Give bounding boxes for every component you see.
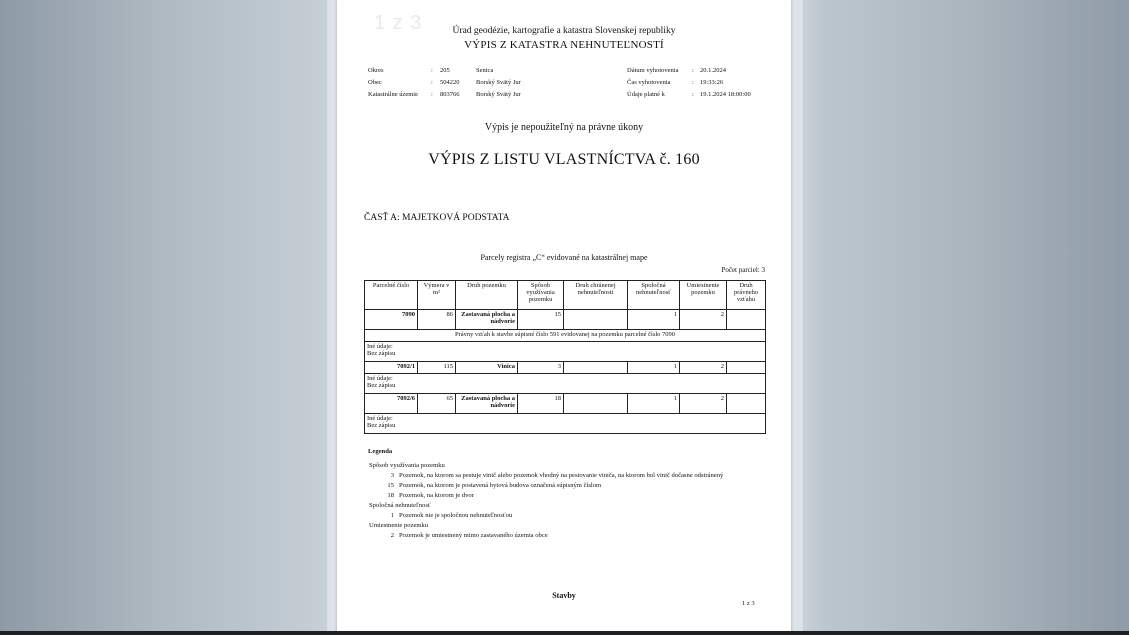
other-data-row — [365, 414, 766, 434]
legend-category: Spoločná nehnuteľnosť — [369, 502, 431, 509]
section-stavby-heading: Stavby — [552, 591, 576, 600]
meta-code: 205 — [440, 67, 450, 74]
cell-common: 1 — [628, 394, 680, 414]
legend-text: Pozemok, na ktorom je dvor — [399, 492, 474, 499]
legend-item — [386, 532, 766, 540]
meta-sep: : — [692, 67, 694, 74]
legend-item — [386, 472, 766, 480]
legend-text: Pozemok je umiestnený mimo zastavaného územia obce — [399, 532, 548, 539]
main-title: VÝPIS Z LISTU VLASTNÍCTVA č. 160 — [428, 151, 700, 168]
table-row — [365, 362, 766, 374]
col-header-location: Umiestnenie pozemku — [680, 281, 727, 310]
col-header-area: Výmera v m² — [418, 281, 456, 310]
meta-value: 19:33:26 — [700, 79, 724, 86]
col-header-use: Spôsob využívania pozemku — [518, 281, 564, 310]
meta-label: Obec — [368, 79, 382, 86]
meta-code: 504220 — [440, 79, 460, 86]
cell-use: 3 — [518, 362, 564, 374]
cell-relation — [727, 310, 766, 330]
meta-label: Dátum vyhotovenia — [627, 67, 679, 74]
table-header-row — [365, 281, 766, 310]
other-data-row — [365, 374, 766, 394]
col-header-relation: Druh právneho vzťahu — [727, 281, 766, 310]
legend — [368, 448, 766, 542]
cell-land-type: Zastavaná plocha a nádvorie — [456, 394, 518, 414]
cell-parcel: 7092/6 — [365, 394, 418, 414]
col-header-land-type: Druh pozemku — [456, 281, 518, 310]
other-data-label: Iné údaje: — [367, 375, 393, 382]
cell-relation — [727, 394, 766, 414]
cell-protected — [564, 394, 628, 414]
other-data-value: Bez zápisu — [367, 382, 396, 389]
page-number: 1 z 3 — [742, 600, 755, 607]
cell-parcel: 7092/1 — [365, 362, 418, 374]
parcel-table — [364, 280, 766, 434]
office-name: Úrad geodézie, kartografie a katastra Slovenskej republiky — [452, 26, 676, 36]
legend-code: 1 — [390, 512, 394, 519]
meta-label: Údaje platné k — [627, 91, 665, 98]
meta-label: Katastrálne územie — [368, 91, 418, 98]
meta-value: Senica — [476, 67, 494, 74]
cell-use: 15 — [518, 310, 564, 330]
legend-category: Umiestnenie pozemku — [369, 522, 429, 529]
legend-code: 3 — [390, 472, 394, 479]
meta-value: Borský Svätý Jur — [476, 91, 521, 98]
page-counter: 1 z 3 — [374, 12, 423, 34]
parcel-count: Počet parciel: 3 — [721, 266, 765, 274]
section-a-heading: ČASŤ A: MAJETKOVÁ PODSTATA — [364, 213, 510, 223]
cell-use: 18 — [518, 394, 564, 414]
parcels-heading: Parcely registra „C“ evidované na katastrálnej mape — [480, 253, 648, 262]
document-header-title: VÝPIS Z KATASTRA NEHNUTEĽNOSTÍ — [464, 39, 664, 51]
cell-protected — [564, 310, 628, 330]
cell-land-type: Vinica — [456, 362, 518, 374]
legend-code: 18 — [387, 492, 394, 499]
cell-location: 2 — [680, 310, 727, 330]
meta-sep: : — [431, 91, 433, 98]
cell-area: 65 — [418, 394, 456, 414]
meta-sep: : — [431, 67, 433, 74]
cell-location: 2 — [680, 362, 727, 374]
meta-value: Borský Svätý Jur — [476, 79, 521, 86]
cell-area: 115 — [418, 362, 456, 374]
legend-code: 15 — [387, 482, 394, 489]
other-data-row — [365, 342, 766, 362]
legend-item — [386, 512, 766, 520]
cell-area: 86 — [418, 310, 456, 330]
cell-land-type: Zastavaná plocha a nádvorie — [456, 310, 518, 330]
legend-item — [386, 482, 766, 490]
meta-sep: : — [431, 79, 433, 86]
col-header-protected: Druh chránenej nehnuteľnosti — [564, 281, 628, 310]
cell-relation — [727, 362, 766, 374]
meta-value: 19.1.2024 18:00:00 — [700, 91, 751, 98]
meta-sep: : — [692, 91, 694, 98]
other-data-label: Iné údaje: — [367, 415, 393, 422]
meta-label: Okres — [368, 67, 384, 74]
legend-item — [386, 492, 766, 500]
legend-code: 2 — [390, 532, 394, 539]
legend-text: Pozemok nie je spoločnou nehnuteľnosťou — [399, 512, 513, 519]
meta-code: 803766 — [440, 91, 460, 98]
other-data-value: Bez zápisu — [367, 350, 396, 357]
other-data-value: Bez zápisu — [367, 422, 396, 429]
legend-text: Pozemok, na ktorom sa pestuje vinič alebo pozemok vhodný na pestovanie viniča, na ktorom bol vinič dočasne odstránený — [399, 472, 724, 479]
taskbar-strip — [0, 631, 1129, 635]
cell-location: 2 — [680, 394, 727, 414]
legal-relation-row — [365, 330, 766, 342]
other-data-label: Iné údaje: — [367, 343, 393, 350]
cell-common: 1 — [628, 310, 680, 330]
meta-sep: : — [692, 79, 694, 86]
legal-notice: Výpis je nepoužiteľný na právne úkony — [484, 122, 644, 133]
table-row — [365, 310, 766, 330]
cell-protected — [564, 362, 628, 374]
cell-common: 1 — [628, 362, 680, 374]
col-header-common: Spoločná nehnuteľnosť — [628, 281, 680, 310]
legal-relation-note: Právny vzťah k stavbe súpisné číslo 591 evidovanej na pozemku parcelné číslo 7090 — [365, 330, 766, 342]
table-row — [365, 394, 766, 414]
cell-parcel: 7090 — [365, 310, 418, 330]
meta-label: Čas vyhotovenia — [627, 79, 671, 86]
legend-title: Legenda — [368, 448, 393, 455]
legend-text: Pozemok, na ktorom je postavená bytová budova označená súpisným číslom — [399, 482, 602, 489]
col-header-parcel: Parcelné číslo — [365, 281, 418, 310]
meta-value: 20.1.2024 — [700, 67, 726, 74]
legend-category: Spôsob využívania pozemku — [369, 462, 445, 469]
